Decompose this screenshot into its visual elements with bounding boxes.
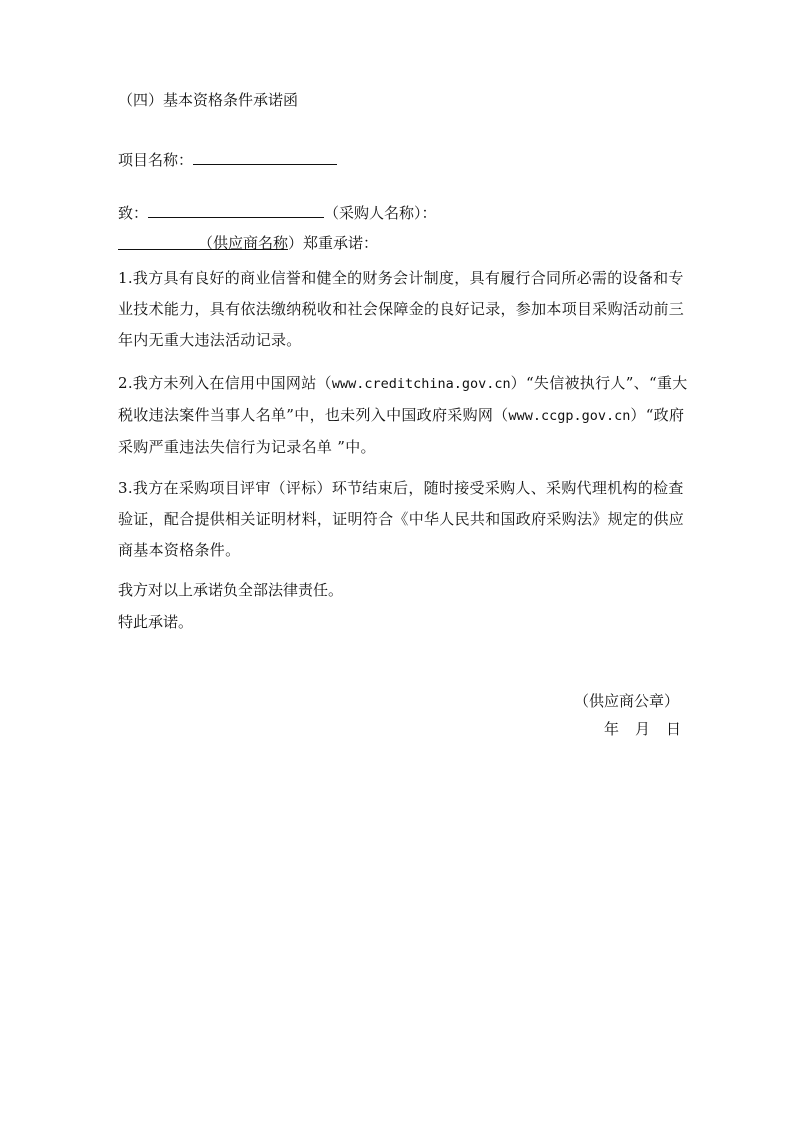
ccgp-url: www.ccgp.gov.cn xyxy=(508,408,631,424)
project-name-blank[interactable] xyxy=(193,150,337,165)
addressee-row xyxy=(118,203,437,223)
supplier-row xyxy=(118,233,378,253)
date-year: 年 xyxy=(604,720,620,738)
date-month: 月 xyxy=(635,720,651,738)
project-name-label: 项目名称： xyxy=(118,151,194,169)
liability-statement: 我方对以上承诺负全部法律责任。 xyxy=(118,581,344,599)
closing-statement: 特此承诺。 xyxy=(118,613,194,631)
item-3-number: 3. xyxy=(118,479,133,497)
item-3-text: 我方在采购项目评审（评标）环节结束后，随时接受采购人、采购代理机构的检查验证，配合提供相关证明材料，证明符合《中华人民共和国政府采购法》规定的供应商基本资格条件。 xyxy=(118,479,685,559)
purchaser-name-blank[interactable] xyxy=(148,203,324,218)
item-2-text-a: 我方未列入在信用中国网站（ xyxy=(132,374,332,392)
item-2 xyxy=(118,368,698,463)
purchaser-hint: （采购人名称）： xyxy=(324,204,437,222)
supplier-hint: （供应商名称） xyxy=(198,234,304,252)
promise-text: 郑重承诺： xyxy=(303,234,379,252)
item-2-text-c: ）“政府采购严重违法失信行为记录名单 ”中。 xyxy=(118,406,685,456)
item-3 xyxy=(118,473,698,566)
date-day: 日 xyxy=(666,720,682,738)
document-title: （四）基本资格条件承诺函 xyxy=(118,91,299,109)
supplier-seal-label: （供应商公章） xyxy=(574,692,680,710)
date-row xyxy=(604,719,681,739)
supplier-name-blank[interactable] xyxy=(118,234,198,248)
item-1 xyxy=(118,263,698,356)
item-1-number: 1. xyxy=(118,269,133,287)
item-1-text: 我方具有良好的商业信誉和健全的财务会计制度，具有履行合同所必需的设备和专业技术能力，具有依法缴纳税收和社会保障金的良好记录，参加本项目采购活动前三年内无重大违法活动记录。 xyxy=(118,269,685,349)
project-name-row xyxy=(118,150,337,170)
creditchina-url: www.creditchina.gov.cn xyxy=(331,376,511,392)
item-2-number: 2. xyxy=(118,374,133,392)
to-label: 致： xyxy=(118,204,149,222)
item-2-text-b: ）“失信被执行人”、“重大税收违法案件当事人名单”中，也未列入中国政府采购网（ xyxy=(118,374,688,424)
